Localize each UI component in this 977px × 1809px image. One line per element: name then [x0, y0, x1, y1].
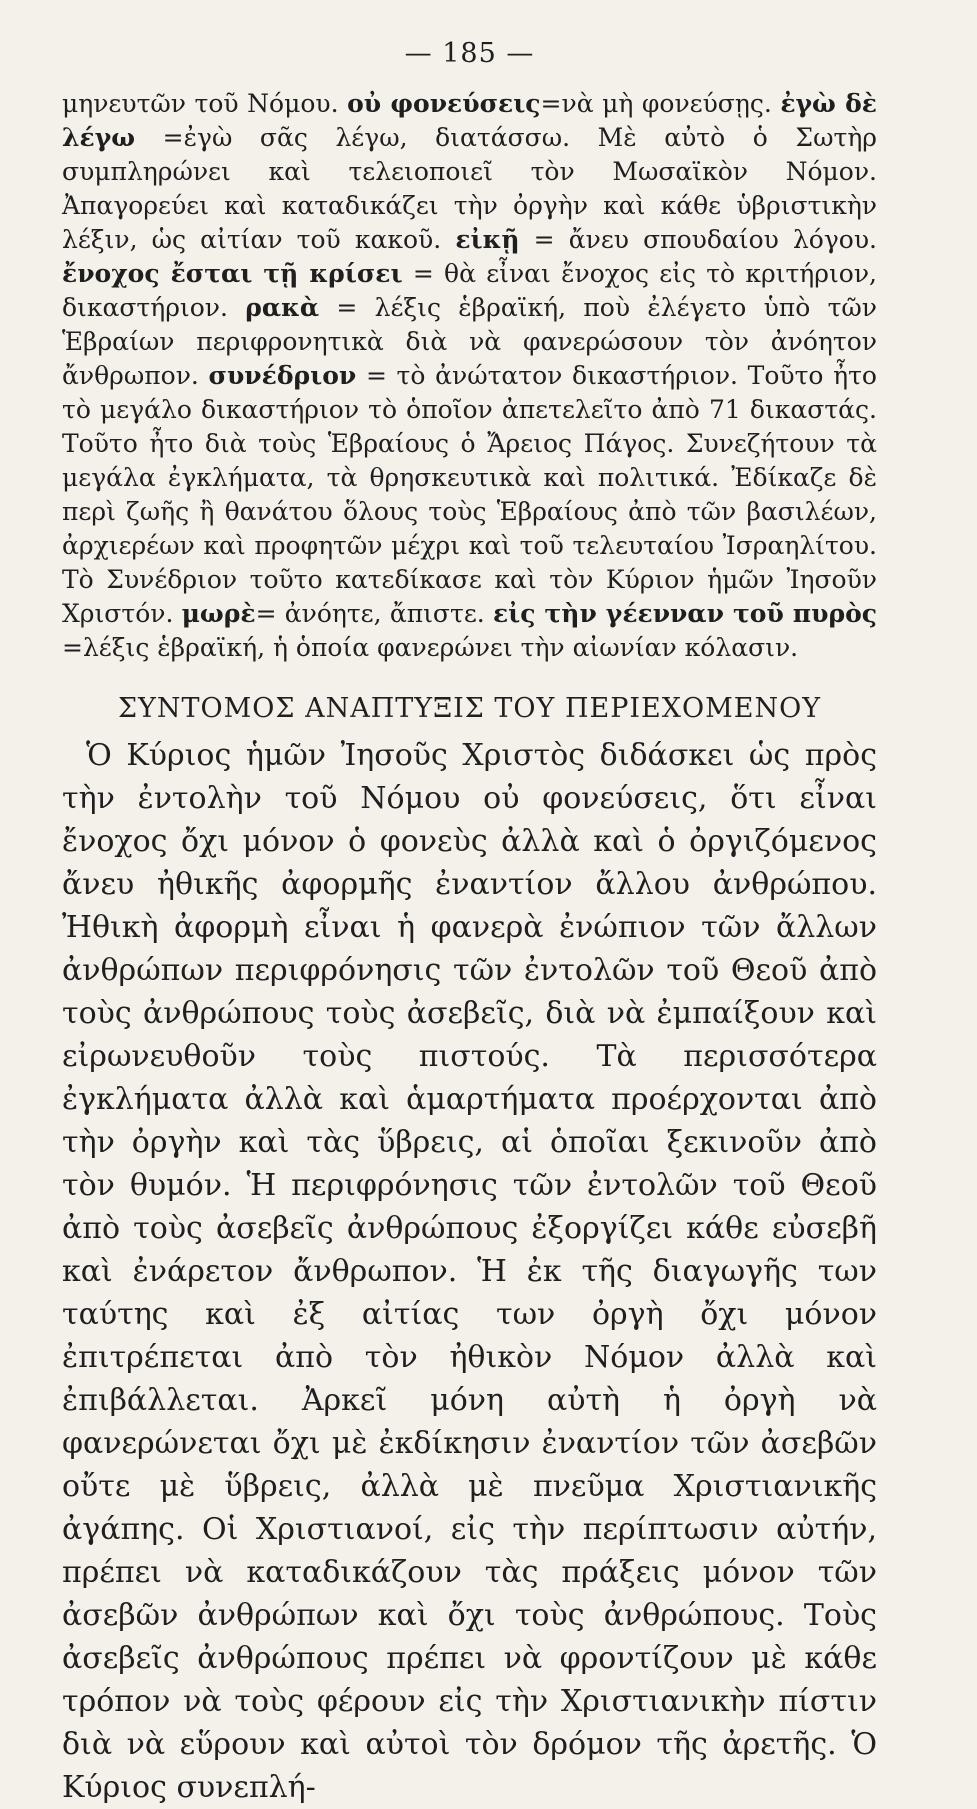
page-number: — 185 —	[404, 38, 535, 69]
gloss-text: μηνευτῶν τοῦ Νόμου.	[62, 89, 348, 118]
glossed-term: εἰκῇ	[455, 225, 520, 254]
book-page	[62, 38, 878, 1805]
glossed-term: μωρὲ	[181, 599, 256, 628]
glossed-term: συνέδριον	[208, 361, 357, 390]
gloss-text: =λέξις ἑβραϊκή, ἡ ὁποία φανερώνει τὴν αἰωνίαν κόλασιν.	[62, 633, 799, 662]
gloss-text: = ἀνόητε, ἄπιστε.	[255, 599, 493, 628]
section-title: ΣΥΝΤΟΜΟΣ ΑΝΑΠΤΥΞΙΣ ΤΟΥ ΠΕΡΙΕΧΟΜΕΝΟΥ	[117, 693, 822, 724]
glossed-term: ἐγὼ δὲ λέγω	[62, 89, 878, 152]
glossed-term: οὐ φονεύσεις	[347, 89, 541, 118]
glossed-term: εἰς τὴν γέενναν τοῦ πυρὸς	[492, 599, 877, 628]
glossed-term: ἔνοχος ἔσται τῇ κρίσει	[62, 259, 403, 288]
gloss-text: = τὸ ἀνώτατον δικαστήριον. Τοῦτο ἦτο τὸ μεγάλο δικαστήριον τὸ ὁποῖον ἀπετελεῖτο ἀπὸ 71 δικαστάς. Τοῦτο ἦτο διὰ τοὺς Ἑβραίους ὁ Ἄρειος Πάγος. Συνεζήτουν τὰ μεγάλα ἐγκλήματα, τὰ θρησκευτικὰ καὶ πολιτικά. Ἐδίκαζε δὲ περὶ ζωῆς ἢ θανάτου ὅλους τοὺς Ἑβραίους ἀπὸ τῶν βασιλέων, ἀρχιερέων καὶ προφητῶν μέχρι καὶ τοῦ τελευταίου Ἰσραηλίτου. Τὸ Συνέδριον τοῦτο κατεδίκασε καὶ τὸν Κύριον ἡμῶν Ἰησοῦν Χριστόν.	[62, 361, 877, 628]
gloss-text: = θὰ εἶναι ἔνοχος εἰς τὸ κριτήριον, δικαστήριον.	[62, 259, 877, 322]
commentary-paragraph	[62, 87, 877, 665]
gloss-text: =ἐγὼ σᾶς λέγω, διατάσσω. Μὲ αὐτὸ ὁ Σωτὴρ συμπληρώνει καὶ τελειοποιεῖ τὸν Μωσαϊκὸν Νόμον. Ἀπαγορεύει καὶ καταδικάζει τὴν ὀργὴν καὶ κάθε ὑβριστικὴν λέξιν, ὡς αἰτίαν τοῦ κακοῦ.	[62, 123, 877, 254]
glossed-term: ρακὰ	[245, 293, 320, 322]
gloss-text: =νὰ μὴ φονεύσῃς.	[540, 89, 781, 118]
gloss-text: = λέξις ἑβραϊκή, ποὺ ἐλέγετο ὑπὸ τῶν Ἑβραίων περιφρονητικὰ διὰ νὰ φανερώσουν τὸν ἀνόητον ἄνθρωπον.	[62, 293, 877, 390]
summary-paragraph: Ὁ Κύριος ἡμῶν Ἰησοῦς Χριστὸς διδάσκει ὡς πρὸς τὴν ἐντολὴν τοῦ Νόμου οὐ φονεύσεις, ὅτι εἶναι ἔνοχος ὄχι μόνον ὁ φονεὺς ἀλλὰ καὶ ὁ ὀργιζόμενος ἄνευ ἠθικῆς ἀφορμῆς ἐναντίον ἄλλου ἀνθρώπου. Ἠθικὴ ἀφορμὴ εἶναι ἡ φανερὰ ἐνώπιον τῶν ἄλλων ἀνθρώπων περιφρόνησις τῶν ἐντολῶν τοῦ Θεοῦ ἀπὸ τοὺς ἀνθρώπους τοὺς ἀσεβεῖς, διὰ νὰ ἐμπαίξουν καὶ εἰρωνευθοῦν τοὺς πιστούς. Τὰ περισσότερα ἐγκλήματα ἀλλὰ καὶ ἁμαρτήματα προέρχονται ἀπὸ τὴν ὀργὴν καὶ τὰς ὕβρεις, αἱ ὁποῖαι ξεκινοῦν ἀπὸ τὸν θυμόν. Ἡ περιφρόνησις τῶν ἐντολῶν τοῦ Θεοῦ ἀπὸ τοὺς ἀσεβεῖς ἀνθρώπους ἐξοργίζει κάθε εὐσεβῆ καὶ ἐνάρετον ἄνθρωπον. Ἡ ἐκ τῆς διαγωγῆς των ταύτης καὶ ἐξ αἰτίας των ὀργὴ ὄχι μόνον ἐπιτρέπεται ἀπὸ τὸν ἠθικὸν Νόμον ἀλλὰ καὶ ἐπιβάλλεται. Ἀρκεῖ μόνη αὐτὴ ἡ ὀργὴ νὰ φανερώνεται ὄχι μὲ ἐκδίκησιν ἐναντίον τῶν ἀσεβῶν οὔτε μὲ ὕβρεις, ἀλλὰ μὲ πνεῦμα Χριστιανικῆς ἀγάπης. Οἱ Χριστιανοί, εἰς τὴν περίπτωσιν αὐτήν, πρέπει νὰ καταδικάζουν τὰς πράξεις μόνον τῶν ἀσεβῶν ἀνθρώπων καὶ ὄχι τοὺς ἀνθρώπους. Τοὺς ἀσεβεῖς ἀνθρώπους πρέπει νὰ φροντίζουν μὲ κάθε τρόπον νὰ τοὺς φέρουν εἰς τὴν Χριστιανικὴν πίστιν διὰ νὰ εὕρουν καὶ αὐτοὶ τὸν δρόμον τῆς ἀρετῆς. Ὁ Κύριος συνεπλή-	[62, 738, 877, 1805]
gloss-text: = ἄνευ σπουδαίου λόγου.	[519, 225, 877, 254]
